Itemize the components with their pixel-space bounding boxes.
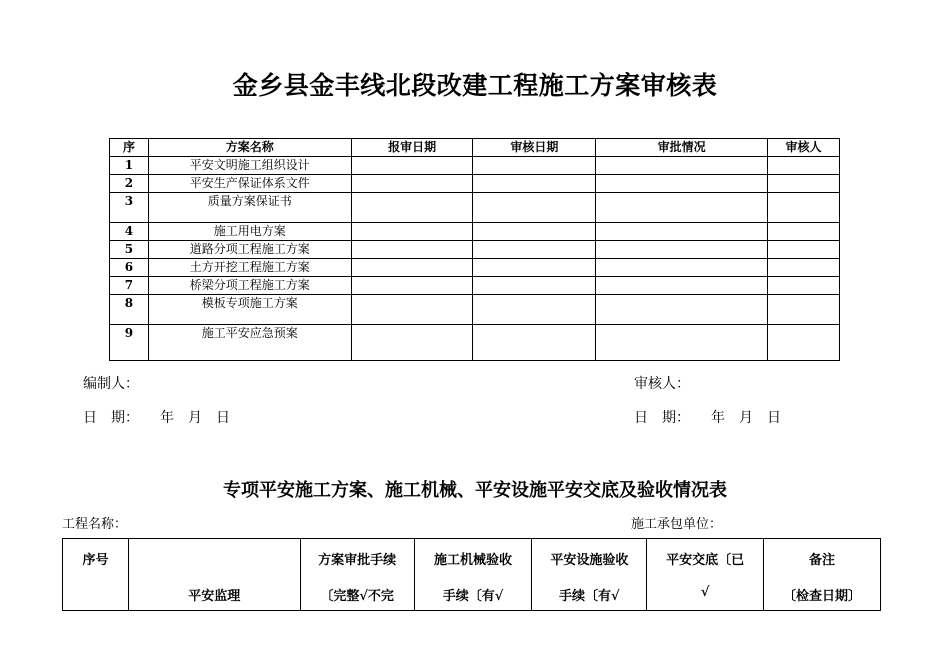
empty-cell	[351, 241, 473, 259]
empty-cell	[473, 157, 596, 175]
empty-cell	[596, 259, 768, 277]
reviewer-label: 审核人：	[634, 376, 690, 392]
row-number: 8	[110, 295, 149, 325]
table-header-row	[63, 539, 881, 611]
header-reviewer: 审核人	[768, 139, 840, 157]
header-approval-status: 审批情况	[596, 139, 768, 157]
empty-cell	[768, 223, 840, 241]
table-row	[110, 175, 840, 193]
header-plan-name: 方案名称	[148, 139, 351, 157]
empty-cell	[473, 223, 596, 241]
row-number: 6	[110, 259, 149, 277]
empty-cell	[596, 241, 768, 259]
empty-cell	[596, 295, 768, 325]
empty-cell	[473, 277, 596, 295]
empty-cell	[473, 175, 596, 193]
empty-cell	[768, 295, 840, 325]
empty-cell	[351, 277, 473, 295]
table-header-row	[110, 139, 840, 157]
plan-name: 土方开挖工程施工方案	[148, 259, 351, 277]
header-line: 方案审批手续	[318, 553, 397, 568]
header-line: 平安交底〔已	[666, 553, 745, 568]
empty-cell	[351, 325, 473, 361]
empty-cell	[351, 259, 473, 277]
header-line: 备注	[809, 553, 836, 568]
header-line: 手续〔有√	[442, 589, 504, 604]
plan-review-table	[109, 138, 840, 361]
empty-cell	[768, 157, 840, 175]
plan-name: 施工平安应急预案	[148, 325, 351, 361]
empty-cell	[351, 295, 473, 325]
project-name-label: 工程名称：	[62, 517, 128, 532]
plan-name: 模板专项施工方案	[148, 295, 351, 325]
row-number: 9	[110, 325, 149, 361]
header-line: √	[700, 585, 710, 600]
empty-cell	[596, 277, 768, 295]
row-number: 5	[110, 241, 149, 259]
plan-name: 质量方案保证书	[148, 193, 351, 223]
plan-name: 桥梁分项工程施工方案	[148, 277, 351, 295]
row-number: 3	[110, 193, 149, 223]
header-seq-no	[63, 539, 129, 611]
empty-cell	[351, 223, 473, 241]
header-line: 〔完整√不完	[320, 589, 394, 604]
acceptance-table-title: 专项平安施工方案、施工机械、平安设施平安交底及验收情况表	[223, 480, 727, 501]
header-plan-approval	[300, 539, 414, 611]
compiler-label: 编制人：	[83, 376, 139, 392]
header-line: 〔检查日期〕	[783, 589, 862, 604]
acceptance-table	[62, 538, 881, 611]
empty-cell	[473, 325, 596, 361]
empty-cell	[351, 193, 473, 223]
empty-cell	[473, 241, 596, 259]
header-line: 施工机械验收	[433, 553, 512, 568]
table-row	[110, 157, 840, 175]
header-review-date: 审核日期	[473, 139, 596, 157]
header-machinery-acceptance	[414, 539, 532, 611]
date-right: 日 期： 年 月 日	[634, 410, 781, 426]
header-facility-acceptance	[532, 539, 647, 611]
header-safety-briefing	[647, 539, 764, 611]
empty-cell	[768, 241, 840, 259]
date-left: 日 期： 年 月 日	[83, 410, 230, 426]
plan-name: 平安文明施工组织设计	[148, 157, 351, 175]
empty-cell	[768, 259, 840, 277]
table-row	[110, 193, 840, 223]
header-remarks	[764, 539, 881, 611]
row-number: 7	[110, 277, 149, 295]
header-seq: 序	[110, 139, 149, 157]
row-number: 4	[110, 223, 149, 241]
table-row	[110, 259, 840, 277]
empty-cell	[596, 193, 768, 223]
empty-cell	[351, 175, 473, 193]
empty-cell	[768, 175, 840, 193]
empty-cell	[596, 175, 768, 193]
plan-name: 道路分项工程施工方案	[148, 241, 351, 259]
empty-cell	[768, 193, 840, 223]
table-row	[110, 223, 840, 241]
empty-cell	[768, 325, 840, 361]
empty-cell	[596, 223, 768, 241]
row-number: 2	[110, 175, 149, 193]
header-safety-supervision	[128, 539, 300, 611]
header-line: 平安监理	[188, 589, 241, 604]
empty-cell	[596, 325, 768, 361]
plan-name: 施工用电方案	[148, 223, 351, 241]
header-line: 平安设施验收	[550, 553, 629, 568]
review-table-title: 金乡县金丰线北段改建工程施工方案审核表	[232, 71, 718, 100]
empty-cell	[351, 157, 473, 175]
table-row	[110, 295, 840, 325]
plan-name: 平安生产保证体系文件	[148, 175, 351, 193]
empty-cell	[473, 295, 596, 325]
table-row	[110, 277, 840, 295]
contractor-label: 施工承包单位：	[631, 517, 723, 532]
table-row	[110, 241, 840, 259]
header-submit-date: 报审日期	[351, 139, 473, 157]
header-line: 手续〔有√	[559, 589, 620, 604]
row-number: 1	[110, 157, 149, 175]
empty-cell	[596, 157, 768, 175]
header-line: 序号	[82, 553, 109, 568]
empty-cell	[473, 259, 596, 277]
empty-cell	[768, 277, 840, 295]
table-row	[110, 325, 840, 361]
empty-cell	[473, 193, 596, 223]
